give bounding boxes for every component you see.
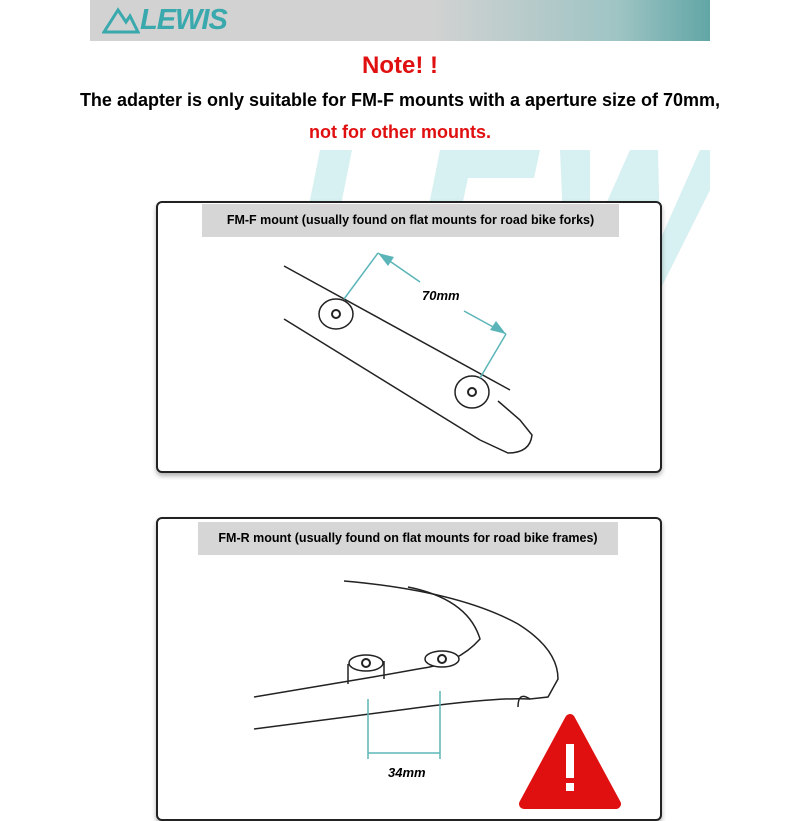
fm-r-frame-illustration <box>158 519 660 819</box>
fm-r-dimension: 34mm <box>388 765 426 780</box>
note-title: Note! ! <box>362 52 438 79</box>
note-line-1: The adapter is only suitable for FM-F mounts with a aperture size of 70mm, <box>79 90 721 110</box>
fm-f-panel <box>156 201 662 473</box>
brand-logo <box>102 4 227 36</box>
fm-f-fork-illustration <box>158 203 660 471</box>
note-line-2: not for other mounts. <box>309 122 491 142</box>
logo-text: LEWIS <box>140 3 227 36</box>
fm-r-caption: FM-R mount (usually found on flat mounts for road bike frames) <box>198 522 618 555</box>
fm-f-caption: FM-F mount (usually found on flat mounts for road bike forks) <box>202 204 619 237</box>
mountain-icon <box>102 6 140 34</box>
fm-r-panel <box>156 517 662 821</box>
warning-icon <box>524 719 616 804</box>
header-banner <box>90 0 710 41</box>
fm-f-dimension: 70mm <box>422 288 460 303</box>
